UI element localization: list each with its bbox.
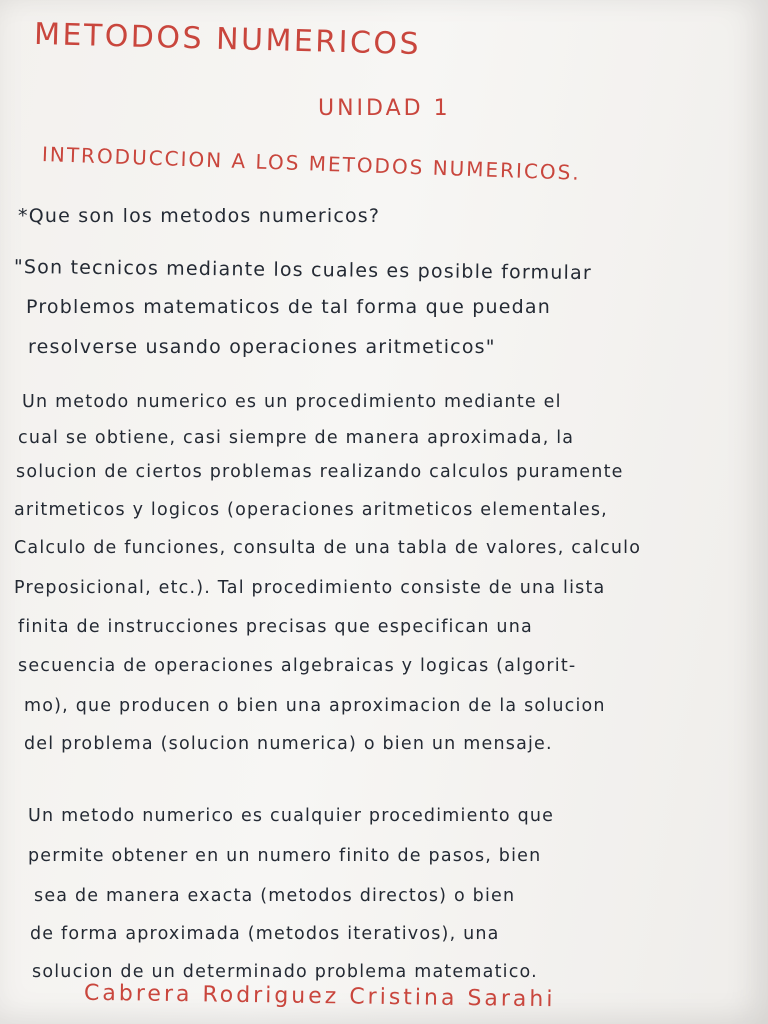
paragraph-line: Un metodo numerico es un procedimiento mediante el [22,392,562,412]
question-line: *Que son los metodos numericos? [18,205,381,227]
author-signature: Cabrera Rodriguez Cristina Sarahi [83,980,556,1013]
paragraph-line: del problema (solucion numerica) o bien un mensaje. [24,734,553,754]
section-heading: INTRODUCCION A LOS METODOS NUMERICOS. [41,142,582,185]
paragraph-line: Calculo de funciones, consulta de una tabla de valores, calculo [14,538,642,558]
paragraph-line: solucion de ciertos problemas realizando calculos puramente [16,462,624,482]
paragraph-line: finita de instrucciones precisas que especifican una [18,617,533,637]
page-title: METODOS NUMERICOS [33,16,422,63]
quote-line: Problemos matematicos de tal forma que puedan [26,296,551,318]
unit-heading: UNIDAD 1 [318,96,451,121]
paragraph-line: secuencia de operaciones algebraicas y logicas (algorit- [18,656,577,676]
quote-line: "Son tecnicos mediante los cuales es posible formular [13,256,593,285]
paragraph-line: Un metodo numerico es cualquier procedimiento que [28,806,555,826]
paragraph-line: sea de manera exacta (metodos directos) o bien [34,886,516,906]
paragraph-line: cual se obtiene, casi siempre de manera aproximada, la [18,428,575,448]
paragraph-line: mo), que producen o bien una aproximacion de la solucion [24,696,606,716]
paragraph-line: permite obtener en un numero finito de pasos, bien [28,846,542,866]
paragraph-line: de forma aproximada (metodos iterativos), una [30,924,500,944]
paragraph-line: solucion de un determinado problema matematico. [32,962,538,982]
quote-line: resolverse usando operaciones aritmeticos" [28,336,496,358]
paragraph-line: Preposicional, etc.). Tal procedimiento consiste de una lista [14,578,606,598]
paragraph-line: aritmeticos y logicos (operaciones aritmeticos elementales, [14,500,608,520]
